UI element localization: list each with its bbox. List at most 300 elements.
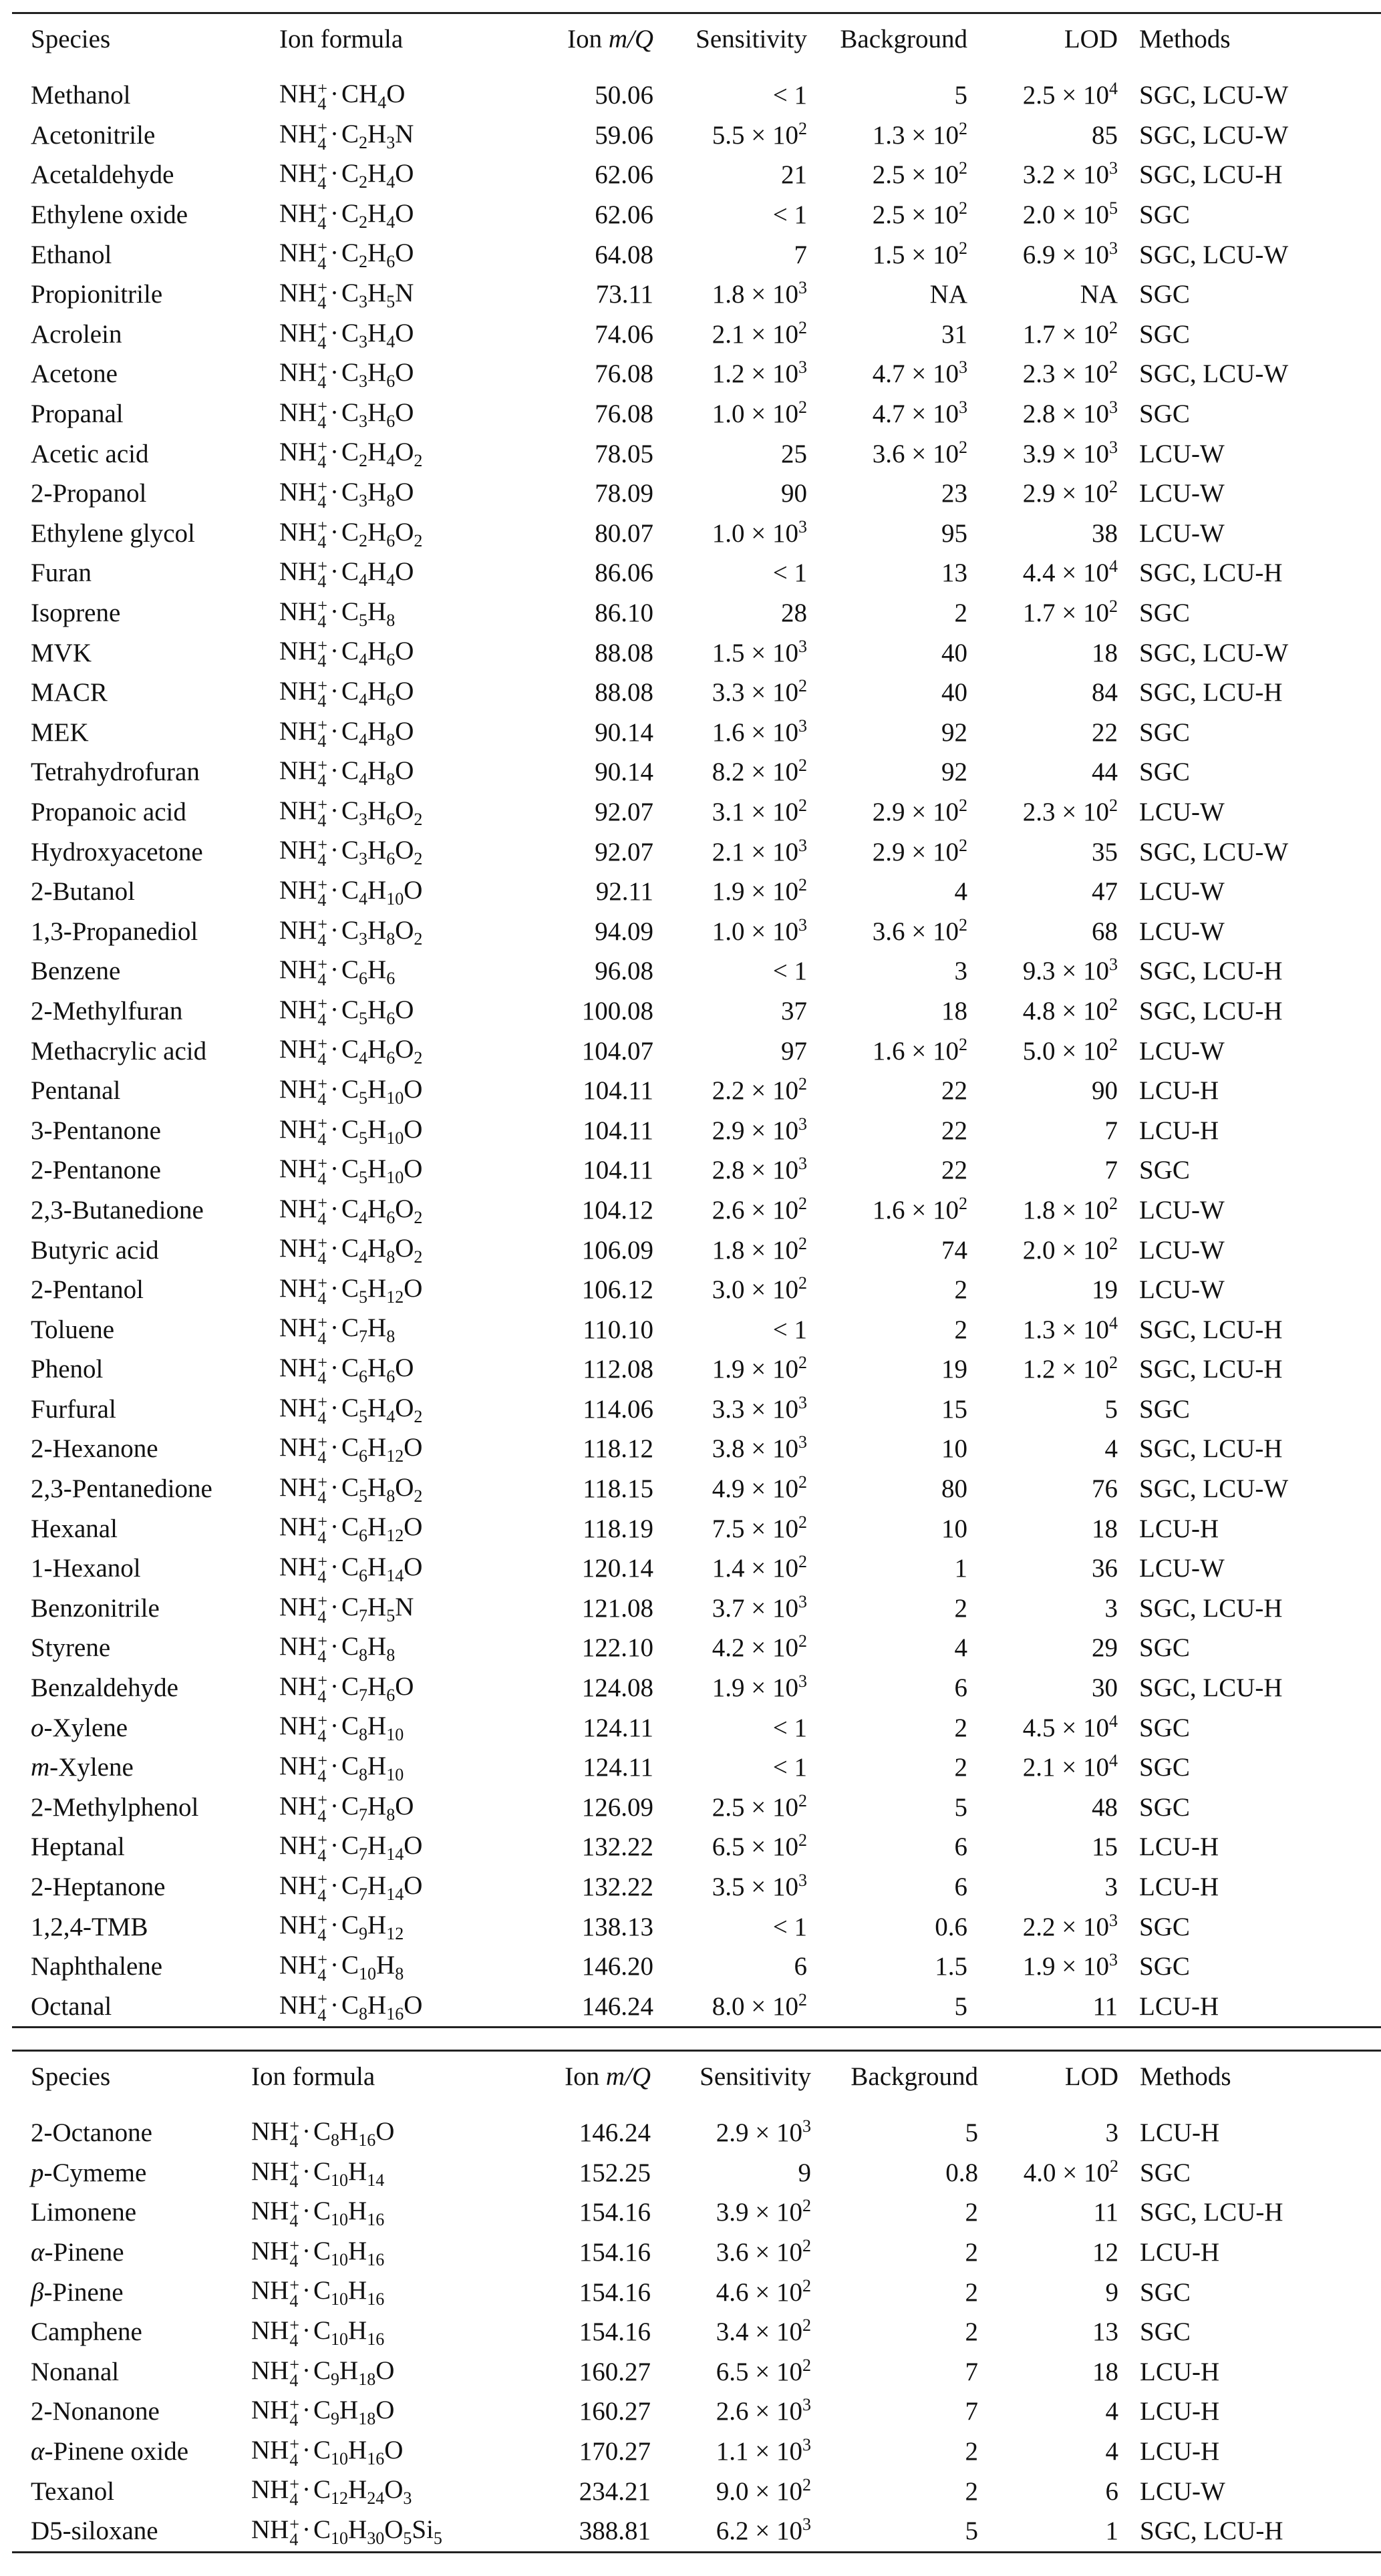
cell-background: $4.7 \times 10^3$ (872, 397, 967, 429)
cell-ion-formula: NH + 4 · $C_7H_6O$ (279, 1671, 414, 1706)
cell-sensitivity: < 1 (772, 200, 807, 230)
table-row (12, 1628, 1381, 1668)
cell-lod: $1.7 \times 10^2$ (1022, 597, 1118, 628)
cell-background: 3 (954, 957, 967, 986)
cell-sensitivity: $1.8 \times 10^2$ (712, 1233, 807, 1265)
cell-ion-formula: NH + 4 · $C_7H_8O$ (279, 1790, 414, 1826)
cell-methods: SGC, LCU-H (1139, 1315, 1283, 1344)
cell-ion-mq: 138.13 (581, 1912, 653, 1941)
cell-species: 2-Pentanone (31, 1156, 161, 1185)
cell-methods: SGC (1139, 1792, 1190, 1822)
cell-lod: $3.2 \times 10^3$ (1022, 158, 1118, 190)
cell-methods: LCU-W (1139, 1195, 1225, 1225)
table-row (12, 2272, 1381, 2312)
cell-lod: 3 (1104, 1593, 1118, 1623)
cell-ion-mq: 88.08 (595, 638, 653, 667)
cell-lod: 30 (1092, 1673, 1118, 1703)
cell-background: 2 (965, 2198, 978, 2227)
cell-ion-mq: 78.05 (595, 439, 653, 468)
cell-lod: 4 (1104, 1434, 1118, 1464)
cell-species: 2,3-Butanedione (31, 1195, 204, 1225)
table-row (12, 1827, 1381, 1867)
cell-background: 13 (941, 558, 967, 588)
cell-background: NA (929, 280, 967, 309)
cell-sensitivity: < 1 (772, 81, 807, 110)
cell-sensitivity: $3.7 \times 10^3$ (712, 1591, 807, 1623)
cell-ion-formula: NH + 4 · $C_9H_{18}O$ (251, 2355, 395, 2390)
col-methods: Methods (1139, 24, 1231, 53)
cell-background: 1.5 (935, 1952, 967, 1981)
cell-methods: SGC (1139, 599, 1190, 628)
cell-background: 0.8 (945, 2158, 978, 2187)
cell-methods: LCU-H (1139, 1991, 1219, 2021)
table-row (12, 275, 1381, 315)
cell-methods: LCU-W (1139, 1036, 1225, 1066)
cell-ion-formula: NH + 4 · $C_4H_6O_2$ (279, 1193, 423, 1229)
cell-background: $4.7 \times 10^3$ (872, 357, 967, 389)
cell-methods: LCU-W (1139, 917, 1225, 946)
cell-species: Benzaldehyde (31, 1673, 178, 1703)
cell-ion-formula: NH + 4 · $C_{10}H_{30}O_5Si_5$ (251, 2514, 442, 2550)
cell-lod: 68 (1092, 917, 1118, 946)
table-row (12, 1788, 1381, 1828)
cell-ion-mq: 124.11 (583, 1713, 653, 1742)
table-row (12, 673, 1381, 713)
cell-methods: SGC (1139, 717, 1190, 747)
cell-ion-mq: 76.08 (595, 359, 653, 389)
cell-ion-mq: 114.06 (583, 1394, 653, 1424)
data-table-1 (12, 14, 1381, 2026)
table-row (12, 1508, 1381, 1549)
cell-species: Methacrylic acid (31, 1036, 207, 1066)
cell-lod: $6.9 \times 10^3$ (1022, 238, 1118, 269)
cell-species: Ethylene oxide (31, 200, 188, 230)
col-sensitivity: Sensitivity (696, 24, 807, 53)
cell-ion-formula: NH + 4 · $C_8H_{10}$ (279, 1750, 404, 1786)
cell-methods: SGC (1140, 2317, 1191, 2347)
cell-ion-formula: NH + 4 · $C_6H_{12}O$ (279, 1512, 423, 1547)
cell-ion-mq: 104.11 (583, 1156, 653, 1185)
cell-sensitivity: $6.5 \times 10^2$ (712, 1830, 807, 1862)
cell-ion-formula: NH + 4 · $C_5H_{10}O$ (279, 1074, 423, 1109)
cell-ion-formula: NH + 4 · $C_{10}H_{16}$ (251, 2195, 385, 2231)
cell-lod: $2.2 \times 10^3$ (1022, 1910, 1118, 1941)
table-row (12, 2392, 1381, 2432)
cell-species: Ethanol (31, 240, 112, 269)
cell-sensitivity: $2.1 \times 10^2$ (712, 317, 807, 349)
table-row (12, 1748, 1381, 1788)
cell-sensitivity: $4.9 \times 10^2$ (712, 1472, 807, 1504)
cell-species: 2-Methylfuran (31, 996, 183, 1025)
cell-sensitivity: $3.9 \times 10^2$ (716, 2196, 811, 2227)
cell-methods: SGC, LCU-H (1139, 678, 1283, 707)
cell-sensitivity: $7.5 \times 10^2$ (712, 1512, 807, 1543)
table-row (12, 2432, 1381, 2472)
table-row (12, 713, 1381, 753)
cell-methods: SGC, LCU-H (1139, 1355, 1283, 1384)
cell-ion-mq: 160.27 (579, 2357, 651, 2386)
cell-ion-mq: 73.11 (595, 280, 653, 309)
cell-ion-mq: 80.07 (595, 518, 653, 548)
cell-lod: 4 (1105, 2437, 1118, 2466)
cell-methods: SGC (1139, 1713, 1190, 1742)
cell-sensitivity: < 1 (772, 957, 807, 986)
cell-sensitivity: 21 (781, 160, 807, 190)
cell-ion-mq: 104.07 (581, 1036, 653, 1066)
cell-ion-mq: 106.12 (581, 1275, 653, 1305)
cell-ion-mq: 62.06 (595, 160, 653, 190)
cell-ion-mq: 234.21 (579, 2476, 651, 2506)
cell-sensitivity: 6 (794, 1952, 807, 1981)
cell-methods: LCU-W (1139, 1275, 1225, 1305)
cell-background: $2.5 \times 10^2$ (872, 158, 967, 190)
cell-species: D5-siloxane (31, 2517, 158, 2546)
cell-species: 3-Pentanone (31, 1116, 161, 1145)
cell-ion-formula: NH + 4 · $C_5H_6O$ (279, 994, 414, 1029)
cell-methods: SGC, LCU-W (1139, 1474, 1289, 1504)
cell-background: 19 (941, 1355, 967, 1384)
cell-background: $3.6 \times 10^2$ (872, 915, 967, 946)
cell-ion-formula: NH + 4 · $C_6H_{12}O$ (279, 1432, 423, 1468)
cell-ion-mq: 120.14 (581, 1554, 653, 1583)
cell-background: 6 (954, 1673, 967, 1703)
col-sensitivity: Sensitivity (700, 2062, 811, 2091)
table-main (12, 12, 1381, 2028)
cell-methods: LCU-W (1139, 797, 1225, 826)
cell-sensitivity: $1.8 \times 10^3$ (712, 278, 807, 309)
cell-ion-mq: 132.22 (581, 1832, 653, 1862)
cell-species: Propionitrile (31, 280, 163, 309)
cell-sensitivity: $1.9 \times 10^2$ (712, 875, 807, 907)
cell-background: 1 (954, 1554, 967, 1583)
cell-background: 22 (941, 1116, 967, 1145)
cell-lod: 29 (1092, 1633, 1118, 1663)
cell-species: MACR (31, 678, 108, 707)
cell-background: 2 (965, 2277, 978, 2307)
cell-ion-mq: 62.06 (595, 200, 653, 230)
cell-lod: 15 (1092, 1832, 1118, 1862)
cell-background: 40 (941, 638, 967, 667)
cell-lod: $4.8 \times 10^2$ (1022, 994, 1118, 1025)
table-row (12, 1867, 1381, 1907)
col-ion-mq: Ion m/Q (567, 24, 653, 53)
cell-species: Texanol (31, 2476, 115, 2506)
table-row (12, 116, 1381, 156)
cell-ion-mq: 59.06 (595, 120, 653, 150)
cell-species: 2-Butanol (31, 877, 135, 907)
table-row (12, 2153, 1381, 2193)
cell-lod: $2.3 \times 10^2$ (1022, 795, 1118, 826)
cell-ion-mq: 64.08 (595, 240, 653, 269)
cell-lod: 38 (1092, 518, 1118, 548)
cell-ion-formula: NH + 4 · $C_7H_{14}O$ (279, 1830, 423, 1866)
table-row (12, 752, 1381, 792)
cell-ion-mq: 92.11 (595, 877, 653, 907)
cell-ion-mq: 126.09 (581, 1792, 653, 1822)
cell-sensitivity: 97 (781, 1036, 807, 1066)
cell-ion-mq: 388.81 (579, 2517, 651, 2546)
cell-sensitivity: $2.2 \times 10^2$ (712, 1074, 807, 1106)
cell-methods: SGC (1139, 1753, 1190, 1782)
cell-ion-formula: NH + 4 · $C_4H_8O$ (279, 755, 414, 791)
cell-ion-formula: NH + 4 · $C_8H_{10}$ (279, 1711, 404, 1746)
cell-species: Hexanal (31, 1514, 118, 1543)
cell-species: β-Pinene (31, 2277, 124, 2307)
table-row (12, 2193, 1381, 2233)
cell-sensitivity: $4.6 \times 10^2$ (716, 2275, 811, 2307)
cell-species: Propanoic acid (31, 797, 186, 826)
cell-ion-mq: 154.16 (579, 2198, 651, 2227)
cell-ion-mq: 152.25 (579, 2158, 651, 2187)
cell-ion-formula: NH + 4 · $C_4H_8O$ (279, 715, 414, 751)
table-row (12, 234, 1381, 275)
cell-ion-mq: 112.08 (583, 1355, 653, 1384)
cell-ion-formula: NH + 4 · $C_{10}H_{14}$ (251, 2156, 385, 2191)
cell-ion-formula: NH + 4 · $C_8H_{16}O$ (251, 2116, 395, 2152)
cell-ion-formula: NH + 4 · $C_{10}H_{16}O$ (251, 2434, 404, 2470)
table-row (12, 1150, 1381, 1190)
cell-ion-formula: NH + 4 · $C_7H_5N$ (279, 1591, 414, 1627)
cell-species: Acetaldehyde (31, 160, 174, 190)
cell-background: 2 (954, 1315, 967, 1344)
cell-lod: 85 (1092, 120, 1118, 150)
cell-ion-formula: NH + 4 · $C_8H_8$ (279, 1631, 396, 1667)
cell-ion-mq: 146.20 (581, 1952, 653, 1981)
cell-sensitivity: $3.5 \times 10^3$ (712, 1871, 807, 1902)
cell-sensitivity: $3.4 \times 10^2$ (716, 2315, 811, 2347)
cell-lod: $9.3 \times 10^3$ (1022, 955, 1118, 986)
cell-sensitivity: $8.2 \times 10^2$ (712, 756, 807, 787)
cell-methods: SGC, LCU-H (1139, 1434, 1283, 1464)
cell-ion-mq: 96.08 (595, 957, 653, 986)
cell-background: $1.5 \times 10^2$ (872, 238, 967, 269)
table-continued (12, 2050, 1381, 2553)
cell-species: Nonanal (31, 2357, 120, 2386)
table-row (12, 553, 1381, 593)
cell-species: Methanol (31, 81, 131, 110)
cell-background: $1.3 \times 10^2$ (872, 118, 967, 150)
cell-background: 22 (941, 1076, 967, 1106)
cell-ion-formula: NH + 4 · $C_9H_{18}O$ (251, 2394, 395, 2430)
cell-methods: SGC, LCU-W (1139, 240, 1289, 269)
cell-ion-mq: 170.27 (579, 2437, 651, 2466)
cell-ion-formula: NH + 4 · $C_2H_4O_2$ (279, 437, 423, 472)
cell-ion-formula: NH + 4 · $C_9H_{12}$ (279, 1910, 404, 1945)
cell-background: 2 (954, 1753, 967, 1782)
cell-background: 92 (941, 758, 967, 787)
cell-methods: LCU-W (1139, 518, 1225, 548)
cell-species: Benzonitrile (31, 1593, 160, 1623)
cell-species: Phenol (31, 1355, 104, 1384)
cell-species: Camphene (31, 2317, 142, 2347)
cell-sensitivity: $1.6 \times 10^3$ (712, 715, 807, 747)
cell-species: 2-Hexanone (31, 1434, 158, 1464)
cell-methods: SGC, LCU-W (1139, 81, 1289, 110)
cell-lod: $5.0 \times 10^2$ (1022, 1034, 1118, 1066)
cell-ion-formula: NH + 4 · $C_4H_{10}O$ (279, 874, 423, 910)
cell-methods: LCU-H (1140, 2357, 1220, 2386)
cell-ion-mq: 50.06 (595, 81, 653, 110)
cell-methods: SGC (1140, 2277, 1191, 2307)
cell-ion-formula: NH + 4 · $C_3H_4O$ (279, 317, 414, 353)
header-row (12, 14, 1381, 63)
table-row (12, 394, 1381, 434)
cell-lod: 18 (1092, 638, 1118, 667)
cell-methods: LCU-W (1140, 2476, 1225, 2506)
cell-ion-mq: 154.16 (579, 2277, 651, 2307)
cell-background: $2.9 \times 10^2$ (872, 795, 967, 826)
cell-ion-mq: 160.27 (579, 2397, 651, 2426)
cell-methods: LCU-W (1139, 439, 1225, 468)
cell-species: o-Xylene (31, 1713, 128, 1742)
cell-methods: SGC (1139, 280, 1190, 309)
cell-ion-mq: 118.15 (583, 1474, 653, 1504)
cell-sensitivity: $6.5 \times 10^2$ (716, 2355, 811, 2386)
cell-lod: 11 (1093, 2198, 1118, 2227)
cell-ion-mq: 118.12 (583, 1434, 653, 1464)
cell-ion-mq: 154.16 (579, 2238, 651, 2267)
cell-species: 1,3-Propanediol (31, 917, 198, 946)
cell-sensitivity: $1.4 \times 10^2$ (712, 1552, 807, 1583)
table-row (12, 1947, 1381, 1987)
cell-background: $1.6 \times 10^2$ (872, 1193, 967, 1225)
cell-methods: LCU-H (1140, 2397, 1220, 2426)
cell-lod: $1.9 \times 10^3$ (1022, 1950, 1118, 1981)
cell-methods: SGC, LCU-H (1139, 996, 1283, 1025)
cell-lod: 3 (1104, 1873, 1118, 1902)
cell-ion-mq: 100.08 (581, 996, 653, 1025)
col-ion-mq: Ion m/Q (565, 2062, 651, 2091)
cell-methods: SGC (1139, 758, 1190, 787)
cell-sensitivity: < 1 (772, 1315, 807, 1344)
cell-ion-formula: NH + 4 · $C_3H_6O$ (279, 357, 414, 393)
cell-ion-formula: NH + 4 · $C_5H_{12}O$ (279, 1273, 423, 1308)
table-row (12, 1589, 1381, 1629)
cell-lod: 13 (1092, 2317, 1118, 2347)
cell-methods: LCU-H (1139, 1832, 1219, 1862)
table-row (12, 1429, 1381, 1469)
cell-species: Toluene (31, 1315, 115, 1344)
cell-sensitivity: $2.1 \times 10^3$ (712, 835, 807, 866)
table-row (12, 593, 1381, 633)
col-methods: Methods (1140, 2062, 1231, 2091)
cell-background: 7 (965, 2397, 978, 2426)
cell-species: Hydroxyacetone (31, 837, 203, 866)
table-row (12, 991, 1381, 1031)
table-row (12, 1469, 1381, 1509)
cell-lod: $4.4 \times 10^4$ (1022, 556, 1118, 588)
cell-ion-mq: 104.11 (583, 1076, 653, 1106)
cell-background: 7 (965, 2357, 978, 2386)
cell-species: Ethylene glycol (31, 518, 195, 548)
cell-sensitivity: $1.9 \times 10^2$ (712, 1353, 807, 1384)
cell-species: Acetone (31, 359, 118, 389)
table-row (12, 1110, 1381, 1150)
col-species: Species (31, 24, 111, 53)
cell-sensitivity: 9 (798, 2158, 811, 2187)
cell-background: 2 (954, 1275, 967, 1305)
cell-lod: 9 (1105, 2277, 1118, 2307)
table-row (12, 872, 1381, 912)
cell-species: 1-Hexanol (31, 1554, 141, 1583)
table-body-1 (12, 63, 1381, 2026)
table-row (12, 2511, 1381, 2551)
table-row (12, 1270, 1381, 1310)
cell-ion-formula: NH + 4 · $C_3H_6O_2$ (279, 795, 423, 830)
cell-species: 2-Nonanone (31, 2397, 160, 2426)
cell-methods: SGC, LCU-W (1139, 359, 1289, 389)
cell-methods: SGC, LCU-W (1139, 837, 1289, 866)
cell-sensitivity: $2.8 \times 10^3$ (712, 1154, 807, 1185)
cell-sensitivity: $2.9 \times 10^3$ (716, 2116, 811, 2148)
cell-ion-formula: NH + 4 · $C_2H_3N$ (279, 118, 414, 154)
cell-species: 2-Methylphenol (31, 1792, 199, 1822)
cell-ion-formula: NH + 4 · $C_2H_4O$ (279, 158, 414, 194)
cell-sensitivity: $8.0 \times 10^2$ (712, 1989, 807, 2021)
cell-lod: 3 (1105, 2118, 1118, 2148)
cell-species: 2-Pentanol (31, 1275, 144, 1305)
cell-background: 31 (941, 319, 967, 349)
cell-sensitivity: $2.9 \times 10^3$ (712, 1114, 807, 1145)
cell-methods: LCU-H (1139, 1116, 1219, 1145)
cell-lod: 6 (1105, 2476, 1118, 2506)
cell-species: Acetonitrile (31, 120, 156, 150)
cell-species: 1,2,4-TMB (31, 1912, 148, 1941)
col-ion-formula: Ion formula (279, 24, 404, 53)
col-lod: LOD (1064, 2062, 1118, 2091)
cell-ion-formula: NH + 4 · $C_3H_5N$ (279, 277, 414, 313)
cell-methods: SGC (1139, 399, 1190, 429)
cell-methods: LCU-H (1139, 1873, 1219, 1902)
table-row (12, 2101, 1381, 2153)
table-row (12, 1349, 1381, 1390)
cell-sensitivity: 28 (781, 599, 807, 628)
cell-ion-formula: NH + 4 · $C_5H_8O_2$ (279, 1472, 423, 1507)
cell-lod: 12 (1092, 2238, 1118, 2267)
cell-lod: 7 (1104, 1156, 1118, 1185)
cell-methods: LCU-H (1140, 2118, 1220, 2148)
table-row (12, 911, 1381, 951)
table-row (12, 2352, 1381, 2392)
table-row (12, 1549, 1381, 1589)
cell-background: 80 (941, 1474, 967, 1504)
cell-background: 2 (965, 2238, 978, 2267)
table-row (12, 354, 1381, 394)
cell-ion-formula: NH + 4 · $C_5H_{10}O$ (279, 1114, 423, 1149)
cell-ion-formula: NH + 4 · $C_{10}H_{16}$ (251, 2235, 385, 2271)
cell-ion-formula: NH + 4 · $C_6H_{14}O$ (279, 1551, 423, 1587)
col-background: Background (851, 2062, 978, 2091)
cell-ion-mq: 86.10 (595, 599, 653, 628)
cell-sensitivity: $3.6 \times 10^2$ (716, 2236, 811, 2267)
cell-species: Furan (31, 558, 92, 588)
cell-species: Heptanal (31, 1832, 125, 1862)
cell-background: 0.6 (935, 1912, 967, 1941)
cell-background: 5 (954, 1991, 967, 2021)
table-row (12, 832, 1381, 872)
cell-lod: $2.0 \times 10^2$ (1022, 1233, 1118, 1265)
cell-sensitivity: $1.2 \times 10^3$ (712, 357, 807, 389)
data-table-2 (12, 2052, 1381, 2551)
table-row (12, 951, 1381, 991)
cell-ion-mq: 146.24 (579, 2118, 651, 2148)
cell-methods: SGC (1139, 1952, 1190, 1981)
cell-background: 40 (941, 678, 967, 707)
cell-ion-formula: NH + 4 · $C_2H_4O$ (279, 198, 414, 233)
cell-species: Tetrahydrofuran (31, 758, 200, 787)
cell-lod: $4.0 \times 10^2$ (1023, 2156, 1118, 2187)
cell-ion-formula: NH + 4 · $C_2H_6O_2$ (279, 516, 423, 552)
